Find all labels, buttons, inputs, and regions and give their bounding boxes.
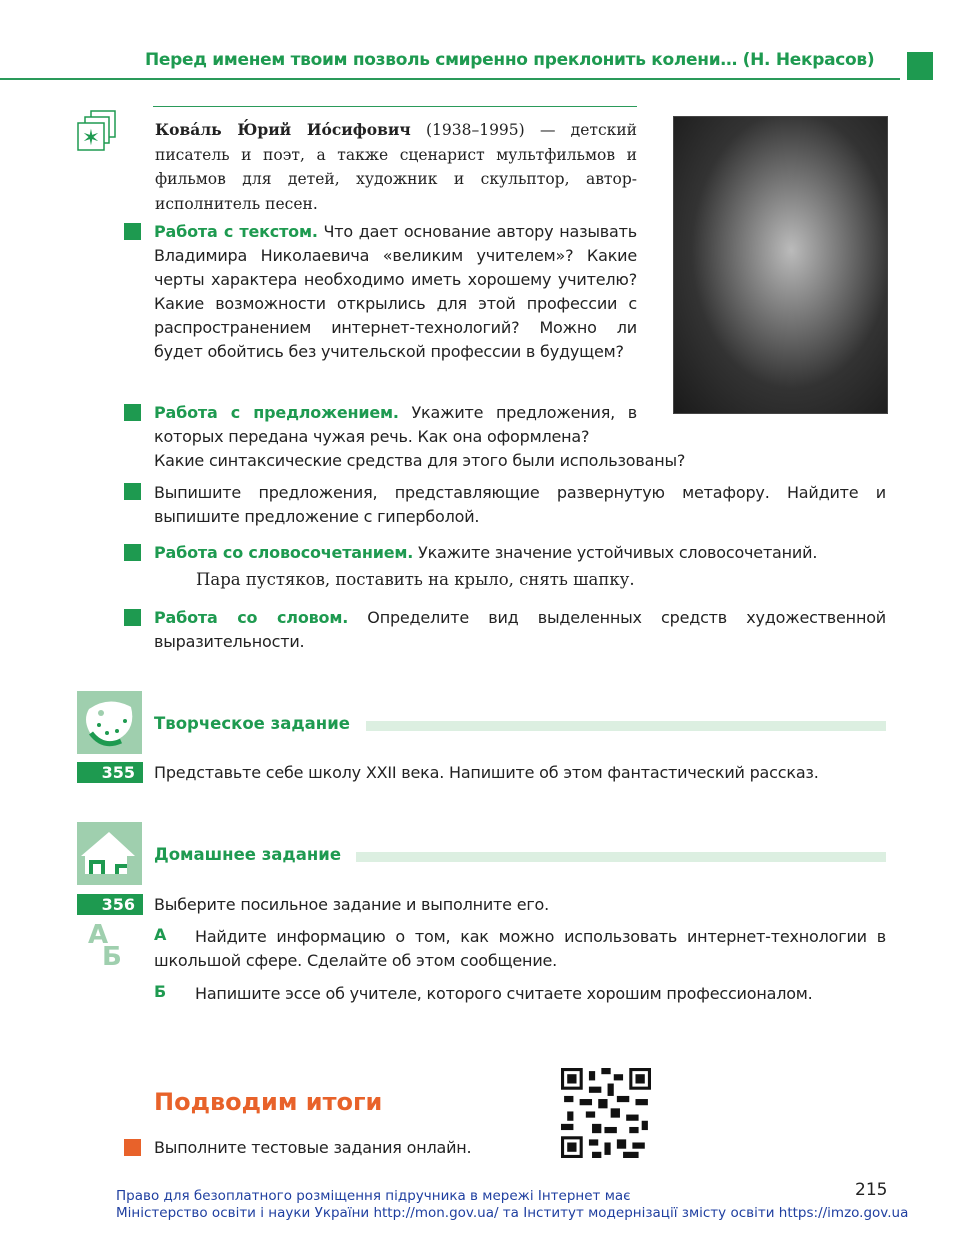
author-bio: Кова́ль Ю́рий Ио́сифович (1938–1995) — детский писатель и поэт, а также сценарист мультфильмов и фильмов для детей, художник и скульптор, автор-исполнитель песен. bbox=[155, 120, 637, 213]
ab-choice-icon: А Б bbox=[88, 920, 122, 972]
task-number: 355 bbox=[77, 762, 143, 783]
task-phrase-work: Работа со словосочетанием. Укажите значение устойчивых словосочетаний. bbox=[154, 543, 818, 562]
task-marker bbox=[124, 483, 141, 500]
bio-divider bbox=[153, 106, 637, 107]
task-marker bbox=[124, 404, 141, 421]
creative-task-title: Творческое задание bbox=[154, 714, 350, 733]
task-marker bbox=[124, 609, 141, 626]
option-letter: Б bbox=[154, 982, 167, 1001]
task-marker bbox=[124, 223, 141, 240]
section-bar bbox=[356, 852, 886, 862]
task-marker bbox=[124, 544, 141, 561]
palette-icon bbox=[77, 691, 142, 754]
task-number: 356 bbox=[77, 894, 143, 915]
option-letter: А bbox=[154, 925, 167, 944]
header-marker bbox=[907, 52, 933, 80]
section-bar bbox=[366, 721, 886, 731]
running-header: Перед именем твоим позволь смиренно преклонить колени… (Н. Некрасов) bbox=[145, 50, 875, 70]
task-sentence-work-cont: Какие синтаксические средства для этого были использованы? bbox=[154, 451, 686, 470]
qr-code[interactable] bbox=[561, 1068, 651, 1158]
option-a-text: Найдите информацию о том, как можно использовать интернет-технологии в школьшой сфере. Сделайте об этом сообщение. bbox=[154, 927, 886, 970]
footer-line-2: Міністерство освіти і науки України http://mon.gov.ua/ та Інститут модернізації змісту освіти https://imzo.gov.ua bbox=[116, 1205, 909, 1221]
house-icon bbox=[77, 822, 142, 885]
homework-text: Выберите посильное задание и выполните его. bbox=[154, 895, 550, 914]
homework-title: Домашнее задание bbox=[154, 845, 342, 864]
creative-task-text: Представьте себе школу XXII века. Напишите об этом фантастический рассказ. bbox=[154, 763, 819, 782]
task-metaphor: Выпишите предложения, представляющие развернутую метафору. Найдите и выпишите предложение с гиперболой. bbox=[154, 483, 886, 526]
svg-text:✶: ✶ bbox=[81, 126, 101, 151]
task-text-work: Работа с текстом. Что дает основание автору называть Владимира Николаевича «великим учителем»? Какие черты характера необходимо иметь хорошему учителю? Какие возможности открылись для этой профессии с распространением интернет-технологий? Можно ли будет обойтись без учительской профессии в будущем? bbox=[154, 222, 637, 361]
author-photo bbox=[673, 116, 888, 414]
summary-text: Выполните тестовые задания онлайн. bbox=[154, 1138, 472, 1157]
option-b-text: Напишите эссе об учителе, которого считаете хорошим профессионалом. bbox=[195, 984, 813, 1003]
bio-icon bbox=[77, 110, 117, 156]
task-sentence-work: Работа с предложением. Укажите предложения, в которых передана чужая речь. Как она оформлена? bbox=[154, 403, 637, 446]
task-word-work: Работа со словом. Определите вид выделенных средств художественной выразительности. bbox=[154, 608, 886, 651]
page-number: 215 bbox=[855, 1180, 888, 1200]
footer-copyright bbox=[116, 1188, 908, 1222]
header-divider bbox=[0, 78, 900, 80]
author-name: Кова́ль Ю́рий Ио́сифович bbox=[155, 120, 411, 139]
phrase-examples: Пара пустяков, поставить на крыло, снять шапку. bbox=[196, 570, 635, 589]
summary-marker bbox=[124, 1139, 141, 1156]
summary-title: Подводим итоги bbox=[154, 1088, 383, 1116]
footer-line-1: Право для безоплатного розміщення підручника в мережі Інтернет має bbox=[116, 1188, 631, 1204]
